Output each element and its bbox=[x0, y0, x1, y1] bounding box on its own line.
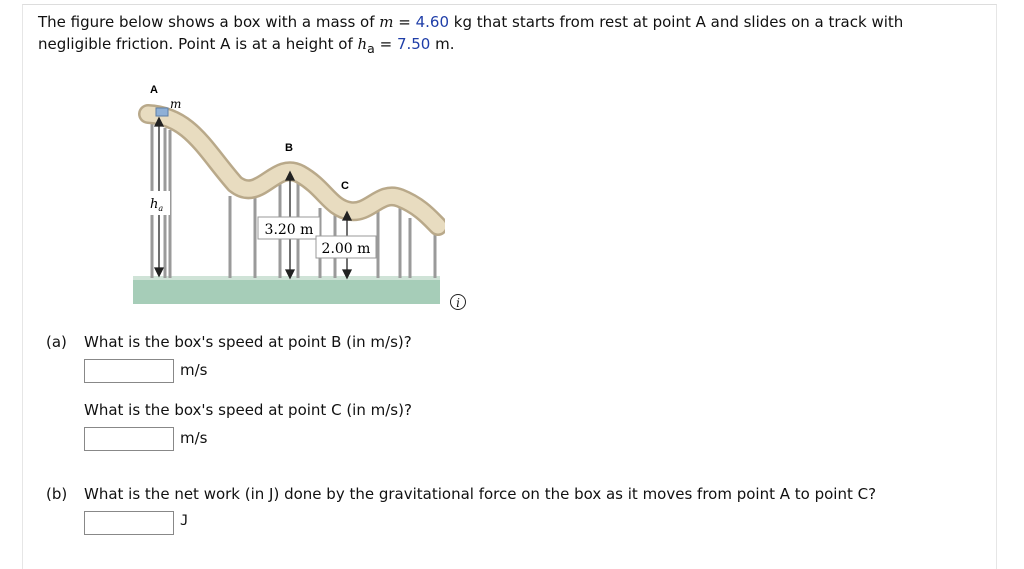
roller-coaster-figure bbox=[130, 78, 445, 308]
question-a2 bbox=[46, 400, 646, 420]
mass-label: m bbox=[170, 97, 182, 111]
info-icon[interactable]: i bbox=[450, 294, 466, 310]
height-c-label: 2.00 m bbox=[321, 241, 371, 257]
answer-a2-input[interactable] bbox=[84, 427, 174, 451]
height-b-label: 3.20 m bbox=[264, 222, 314, 238]
question-b-text: What is the net work (in J) done by the gravitational force on the box as it moves from point A to point C? bbox=[84, 485, 877, 503]
problem-statement: The figure below shows a box with a mass of m = 4.60 kg that starts from rest at point A and slides on a track with negligible friction. Point A is at a height of $h_a = 7.50$ m. bbox=[38, 13, 904, 56]
answer-a2-unit: m/s bbox=[180, 429, 208, 447]
answer-b-unit: J bbox=[180, 513, 189, 529]
question-b bbox=[46, 484, 946, 504]
box bbox=[156, 108, 168, 116]
part-b-label: (b) bbox=[46, 485, 68, 503]
height-value: 7.50 bbox=[396, 35, 431, 53]
answer-a1-unit: m/s bbox=[180, 361, 208, 379]
height-a-label: $h_a$ bbox=[150, 197, 164, 213]
question-a1 bbox=[46, 332, 646, 352]
question-a2-text: What is the box's speed at point C (in m/s)? bbox=[84, 401, 412, 419]
ground bbox=[133, 278, 440, 304]
answer-b-input[interactable] bbox=[84, 511, 174, 535]
point-a-label: A bbox=[150, 84, 158, 96]
part-a-label: (a) bbox=[46, 333, 67, 351]
question-a1-text: What is the box's speed at point B (in m/s)? bbox=[84, 333, 412, 351]
point-b-label: B bbox=[285, 142, 293, 154]
mass-value: 4.60 bbox=[415, 13, 450, 31]
answer-a1-input[interactable] bbox=[84, 359, 174, 383]
point-c-label: C bbox=[341, 180, 349, 192]
